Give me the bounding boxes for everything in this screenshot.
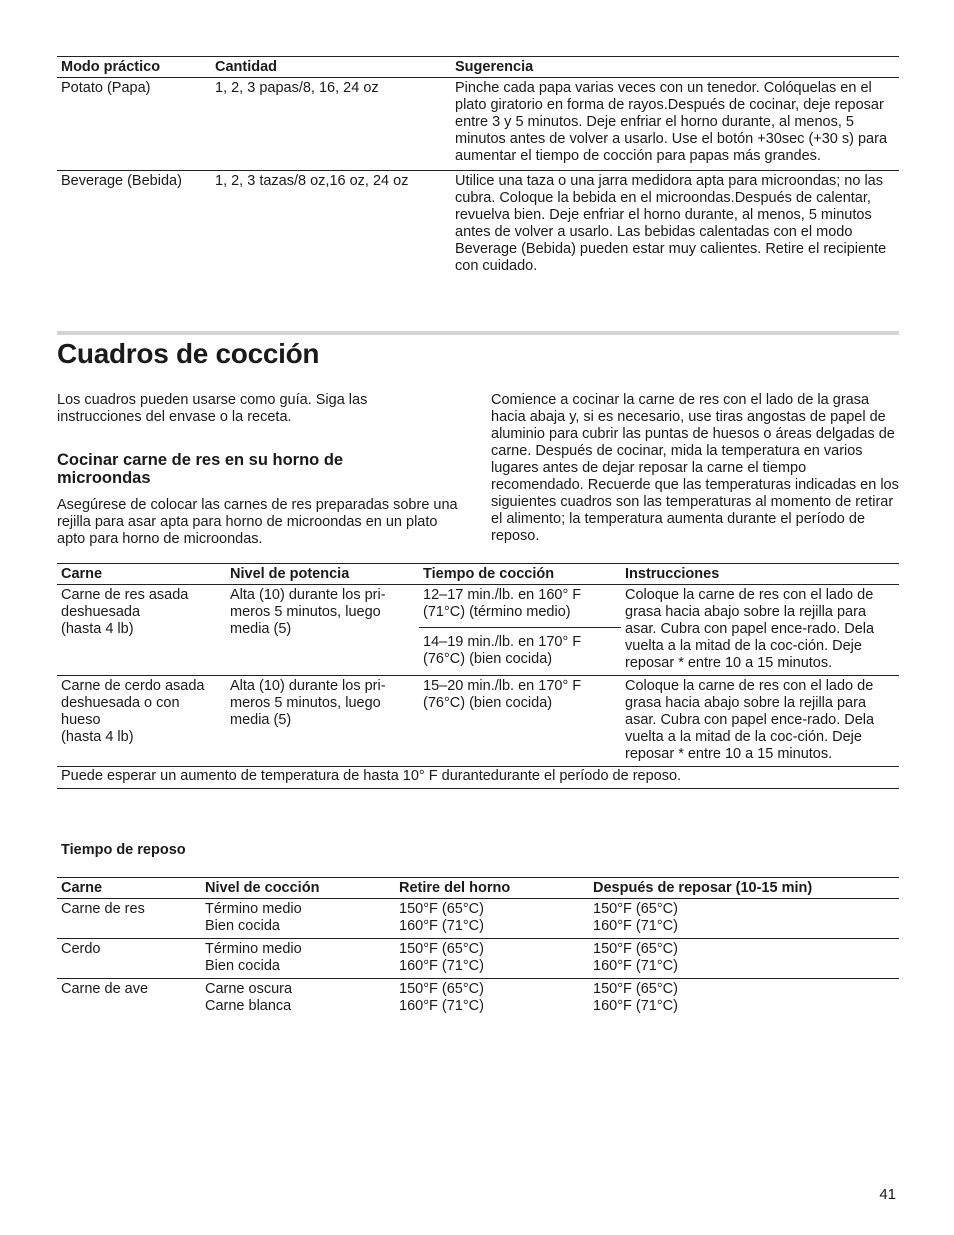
temp-line: 160°F (71°C) (399, 958, 484, 974)
left-paragraph: Asegúrese de colocar las carnes de res preparadas sobre una rejilla para asar apta para horno de microondas en un plato apto para horno de microondas. (57, 497, 458, 547)
table-row (57, 979, 899, 1019)
footnote: Puede esperar un aumento de temperatura de hasta 10° F durantedurante el período de reposo. (57, 767, 899, 789)
quantity-cell: 1, 2, 3 papas/8, 16, 24 oz (211, 78, 451, 171)
meat-line: deshuesada o con (61, 695, 180, 711)
column-header: Cantidad (211, 57, 451, 78)
level-line: Término medio (205, 901, 302, 917)
time-cell: 12–17 min./lb. en 160° F (71°C) (término medio) (419, 585, 621, 628)
level-line: Bien cocida (205, 958, 280, 974)
meat-line: hueso (61, 712, 101, 728)
meat-line: deshuesada (61, 604, 141, 620)
meat-line: (hasta 4 lb) (61, 729, 134, 745)
subsection-title: Cocinar carne de res en su horno de microondas (57, 451, 344, 487)
temp-line: 150°F (65°C) (399, 901, 484, 917)
table-header-row (57, 57, 899, 78)
meat-cell: Carne de res (57, 899, 201, 939)
level-line: Carne blanca (205, 998, 292, 1014)
temp-line: 150°F (65°C) (593, 981, 678, 997)
suggestion-cell: Pinche cada papa varias veces con un tenedor. Colóquelas en el plato giratorio en forma de rayos.Después de cocinar, deje reposar entre 3 y 5 minutos. Deje enfriar el horno durante, al menos, 5 minutos antes de volver a usarlo. Use el botón +30sec (+30 s) para aumentar el tiempo de cocción para papas más grandes. (451, 78, 899, 171)
power-cell: Alta (10) durante los pri-meros 5 minutos, luego media (5) (226, 676, 419, 767)
level-cell (201, 899, 395, 939)
power-cell: Alta (10) durante los pri-meros 5 minutos, luego media (5) (226, 585, 419, 676)
temp-line: 150°F (65°C) (399, 941, 484, 957)
rest-time-title: Tiempo de reposo (61, 842, 186, 858)
convenience-modes-table (57, 56, 899, 278)
column-header: Carne (57, 878, 201, 899)
column-header: Instrucciones (621, 564, 899, 585)
suggestion-cell: Utilice una taza o una jarra medidora apta para microondas; no las cubra. Coloque la bebida en el microondas.Después de calentar, revuelva bien. Deje enfriar el horno durante, al menos, 5 minutos antes de volver a usarlo. Las bebidas calentadas con el modo Beverage (Bebida) pueden estar muy calientes. Retire el recipiente con cuidado. (455, 173, 887, 274)
meat-cell: Cerdo (57, 939, 201, 979)
meat-cooking-table (57, 563, 899, 789)
table-row (57, 171, 899, 279)
temp-line: 160°F (71°C) (399, 918, 484, 934)
time-cell: 14–19 min./lb. en 170° F (76°C) (bien cocida) (419, 628, 621, 676)
temp-line: 150°F (65°C) (399, 981, 484, 997)
meat-cell (57, 676, 226, 767)
intro-paragraph: Los cuadros pueden usarse como guía. Siga las instrucciones del envase o la receta. (57, 392, 368, 425)
time-cell: 15–20 min./lb. en 170° F (76°C) (bien cocida) (419, 676, 621, 767)
table-row (57, 939, 899, 979)
quantity-cell: 1, 2, 3 tazas/8 oz,16 oz, 24 oz (215, 173, 409, 189)
meat-line: Carne de cerdo asada (61, 678, 205, 694)
column-header: Nivel de cocción (201, 878, 395, 899)
temp-line: 150°F (65°C) (593, 941, 678, 957)
column-header: Carne (57, 564, 226, 585)
level-cell (201, 979, 395, 1019)
mode-cell: Beverage (Bebida) (61, 173, 182, 189)
level-line: Bien cocida (205, 918, 280, 934)
remove-cell (395, 939, 589, 979)
column-header: Tiempo de cocción (419, 564, 621, 585)
after-cell (589, 979, 899, 1019)
level-line: Carne oscura (205, 981, 293, 997)
column-header: Modo práctico (57, 57, 211, 78)
right-paragraph: Comience a cocinar la carne de res con el lado de la grasa hacia abaja y, si es necesario, use tiras angostas de papel de aluminio para cubrir las puntas de huesos o áreas delgadas de carne. Después de cocinar, mida la temperatura en varios lugares antes de dejar reposar la carne el tiempo recomendado. Recuerde que las temperaturas indicadas en los siguientes cuadros son las temperaturas al momento de retirar el alimento; la temperatura aumenta durante el período de reposo. (491, 392, 899, 544)
instructions-cell: Coloque la carne de res con el lado de grasa hacia abajo sobre la rejilla para asar. Cubra con papel ence-rado. Dela vuelta a la mitad de la coc-ción. Deje reposar * entre 10 a 15 minutos. (621, 585, 899, 676)
temp-line: 160°F (71°C) (593, 918, 678, 934)
table-header-row (57, 564, 899, 585)
column-header: Nivel de potencia (226, 564, 419, 585)
temp-line: 160°F (71°C) (593, 998, 678, 1014)
section-title: Cuadros de cocción (57, 338, 320, 369)
table-header-row (57, 878, 899, 899)
table-row (57, 899, 899, 939)
table-footnote-row (57, 767, 899, 789)
rest-time-table (57, 877, 899, 1018)
temp-line: 160°F (71°C) (593, 958, 678, 974)
temp-line: 160°F (71°C) (399, 998, 484, 1014)
column-header: Sugerencia (451, 57, 899, 78)
meat-line: Carne de res asada (61, 587, 189, 603)
column-header: Retire del horno (395, 878, 589, 899)
meat-cell: Carne de ave (61, 981, 149, 997)
level-cell (201, 939, 395, 979)
temp-line: 150°F (65°C) (593, 901, 678, 917)
after-cell (589, 939, 899, 979)
after-cell (589, 899, 899, 939)
instructions-cell: Coloque la carne de res con el lado de grasa hacia abajo sobre la rejilla para asar. Cubra con papel ence-rado. Dela vuelta a la mitad de la coc-ción. Deje reposar * entre 10 a 15 minutos. (621, 676, 899, 767)
table-row (57, 585, 899, 628)
table-row (57, 676, 899, 767)
remove-cell (395, 979, 589, 1019)
page-number: 41 (879, 1186, 896, 1203)
table-row (57, 78, 899, 171)
column-header: Después de reposar (10-15 min) (589, 878, 899, 899)
meat-line: (hasta 4 lb) (61, 621, 134, 637)
mode-cell: Potato (Papa) (57, 78, 211, 171)
meat-cell (57, 585, 226, 676)
section-divider (57, 331, 899, 335)
level-line: Término medio (205, 941, 302, 957)
remove-cell (395, 899, 589, 939)
